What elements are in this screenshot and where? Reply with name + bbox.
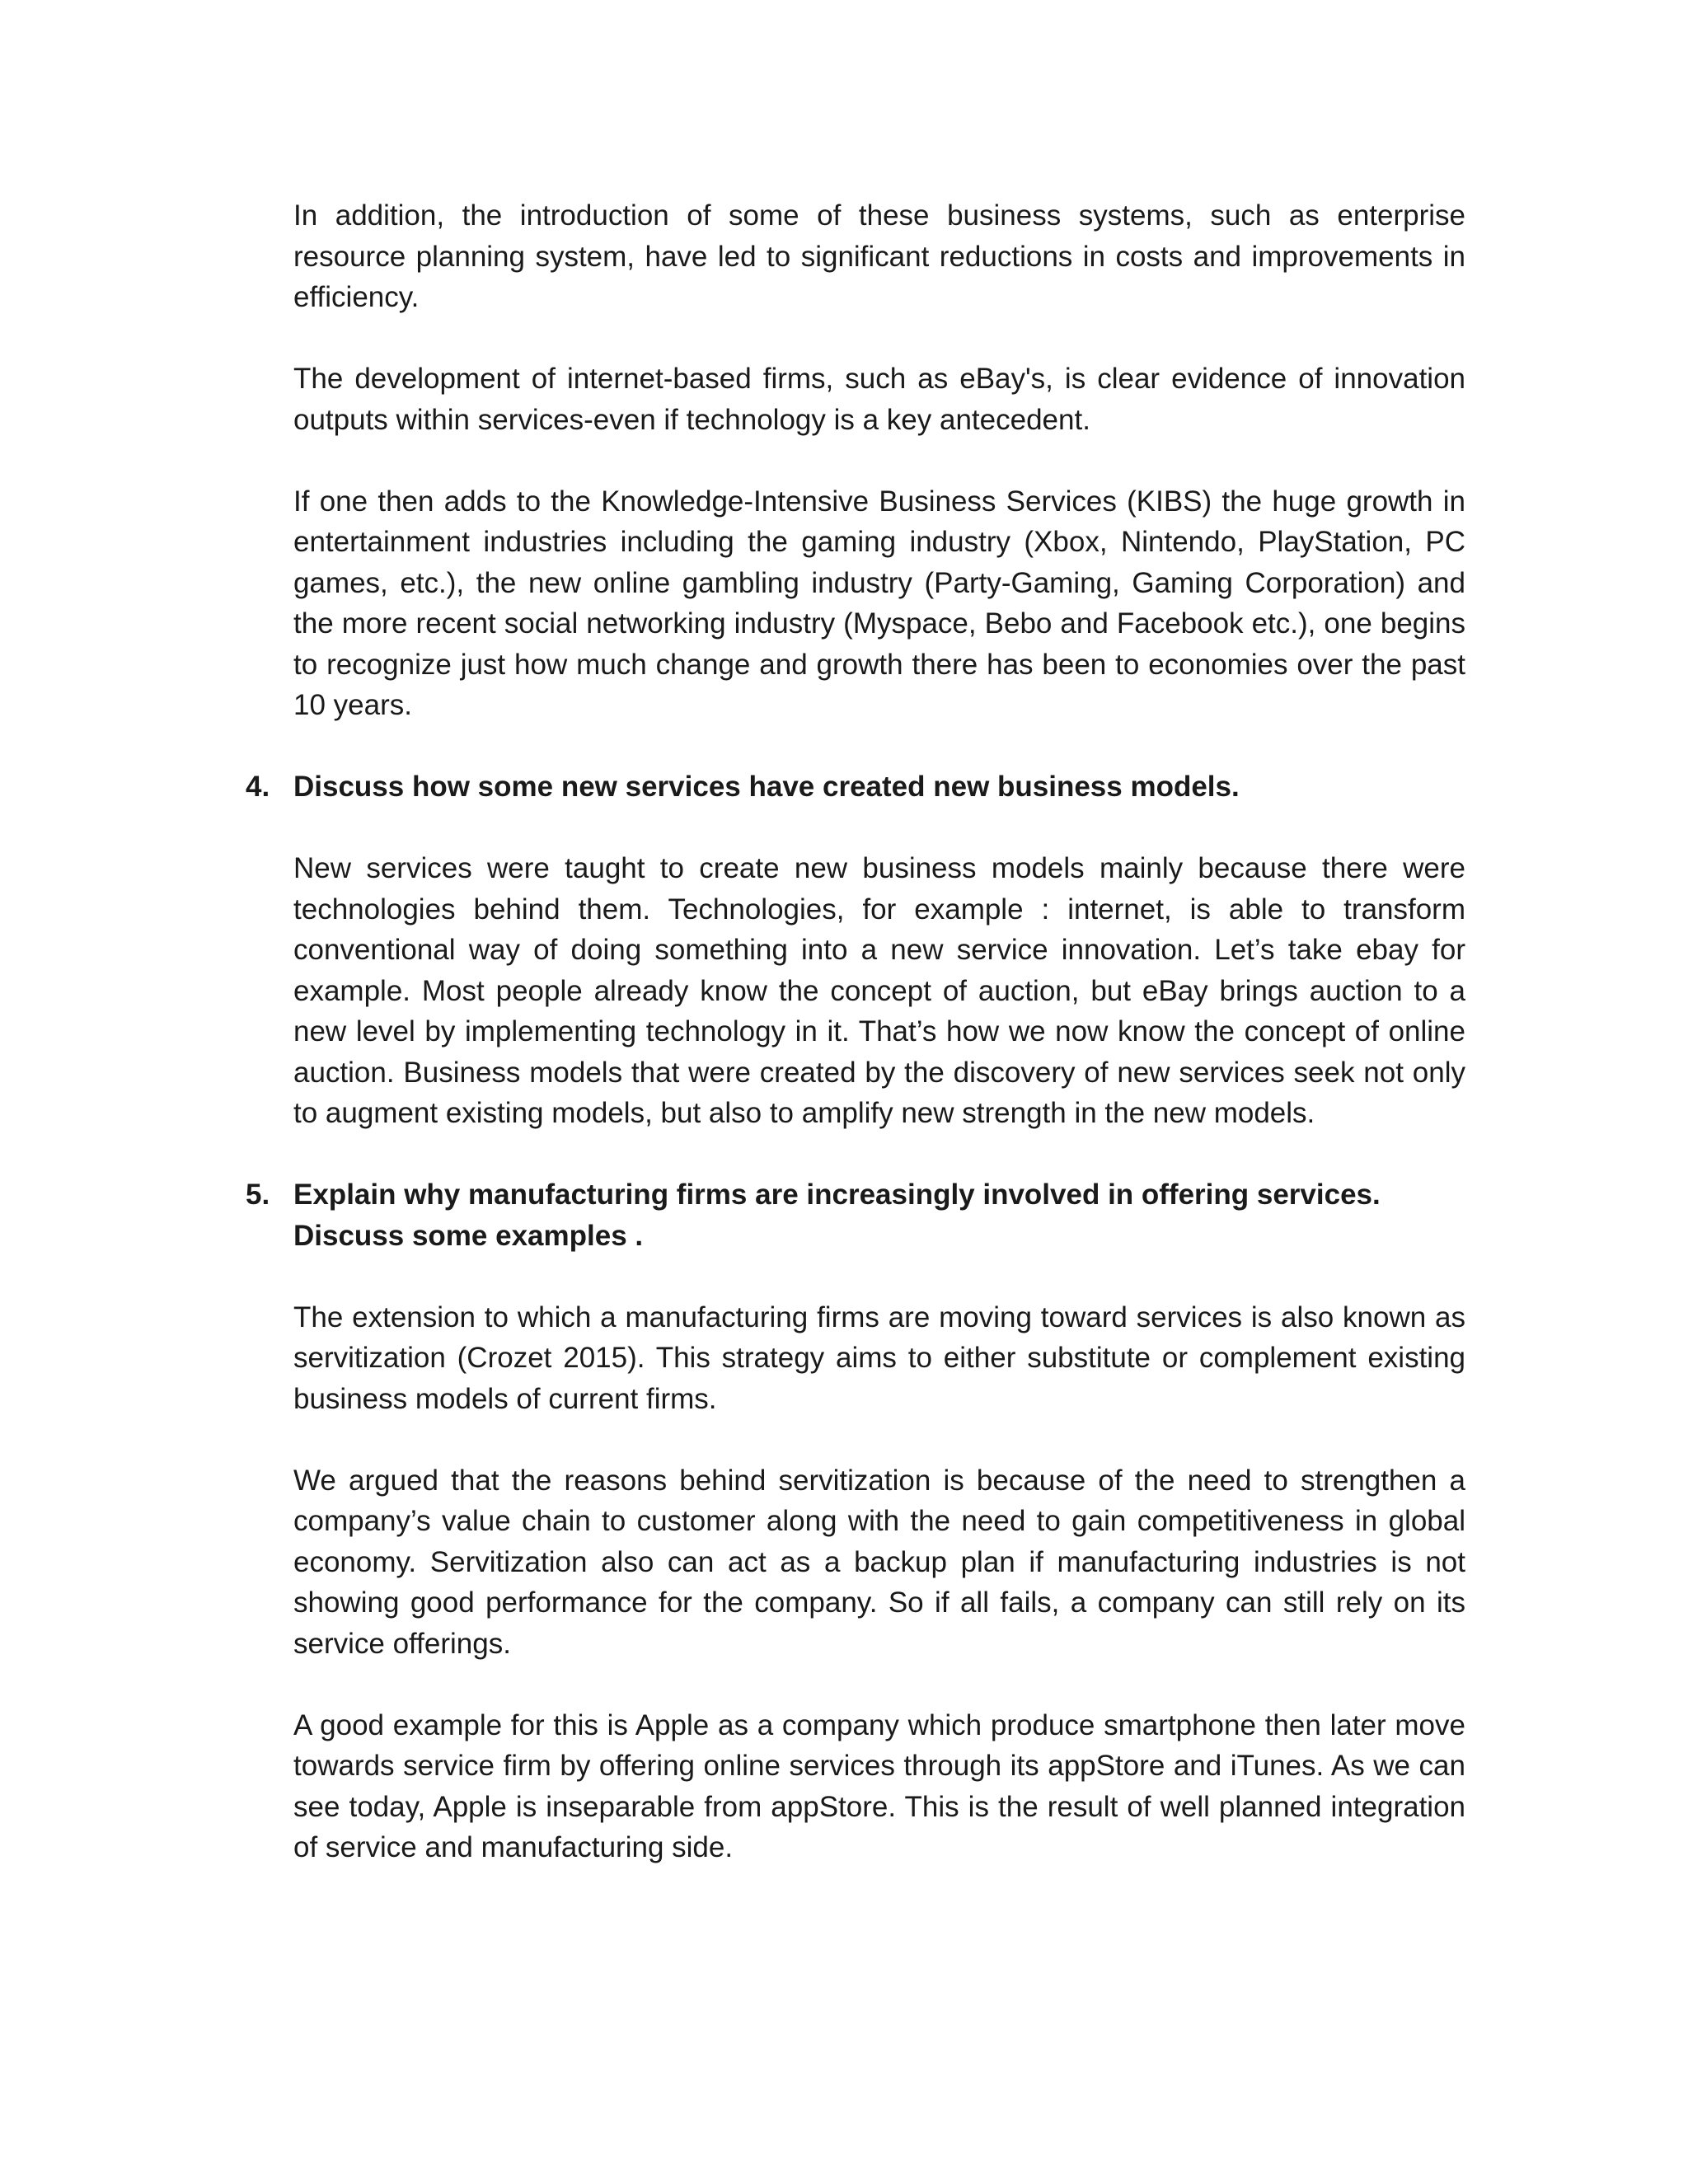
answer-5-paragraph-apple-example: A good example for this is Apple as a company which produce smartphone then later move towards service firm by offering online services through its appStore and iTunes. As we can see today, Apple is inseparable from appStore. This is the result of well planned integration of service and manufacturing side.	[293, 1708, 1465, 1863]
paragraph-kibs-growth: If one then adds to the Knowledge-Intensive Business Services (KIBS) the huge growth in entertainment industries including the gaming industry (Xbox, Nintendo, PlayStation, PC games, etc.), the new online gambling industry (Party-Gaming, Gaming Corporation) and the more recent social networking industry (Myspace, Bebo and Facebook etc.), one begins to recognize just how much change and growth there has been to economies over the past 10 years.	[293, 485, 1465, 721]
question-5-number: 5.	[246, 1179, 270, 1211]
question-4-number: 4.	[246, 771, 270, 803]
paragraph-business-systems: In addition, the introduction of some of these business systems, such as enterprise resource planning system, have led to significant reductions in costs and improvements in efficiency.	[293, 199, 1465, 313]
document-body	[246, 195, 1465, 1909]
answer-5-paragraph-reasons: We argued that the reasons behind servitization is because of the need to strengthen a company’s value chain to customer along with the need to gain competitiveness in global economy. Servitization also can act as a backup plan if manufacturing industries is not showing good performance for the company. So if all fails, a company can still rely on its service offerings.	[293, 1464, 1465, 1660]
question-4	[246, 766, 1465, 808]
paragraph-internet-firms: The development of internet-based firms, such as eBay's, is clear evidence of innovation outputs within services-even if technology is a key antecedent.	[293, 363, 1465, 436]
answer-5-paragraph-servitization: The extension to which a manufacturing firms are moving toward services is also known as servitization (Crozet 2015). This strategy aims to either substitute or complement existing business models of current firms.	[293, 1301, 1465, 1415]
question-5	[246, 1174, 1465, 1256]
answer-4-paragraph: New services were taught to create new business models mainly because there were technologies behind them. Technologies, for example : internet, is able to transform conventional way of doing something into a new service innovation. Let’s take ebay for example. Most people already know the concept of auction, but eBay brings auction to a new level by implementing technology in it. That’s how we now know the concept of online auction. Business models that were created by the discovery of new services seek not only to augment existing models, but also to amplify new strength in the new models.	[293, 852, 1465, 1129]
question-5-text: Explain why manufacturing firms are increasingly involved in offering services. Discuss some examples .	[293, 1179, 1381, 1252]
question-4-text: Discuss how some new services have created new business models.	[293, 771, 1240, 803]
